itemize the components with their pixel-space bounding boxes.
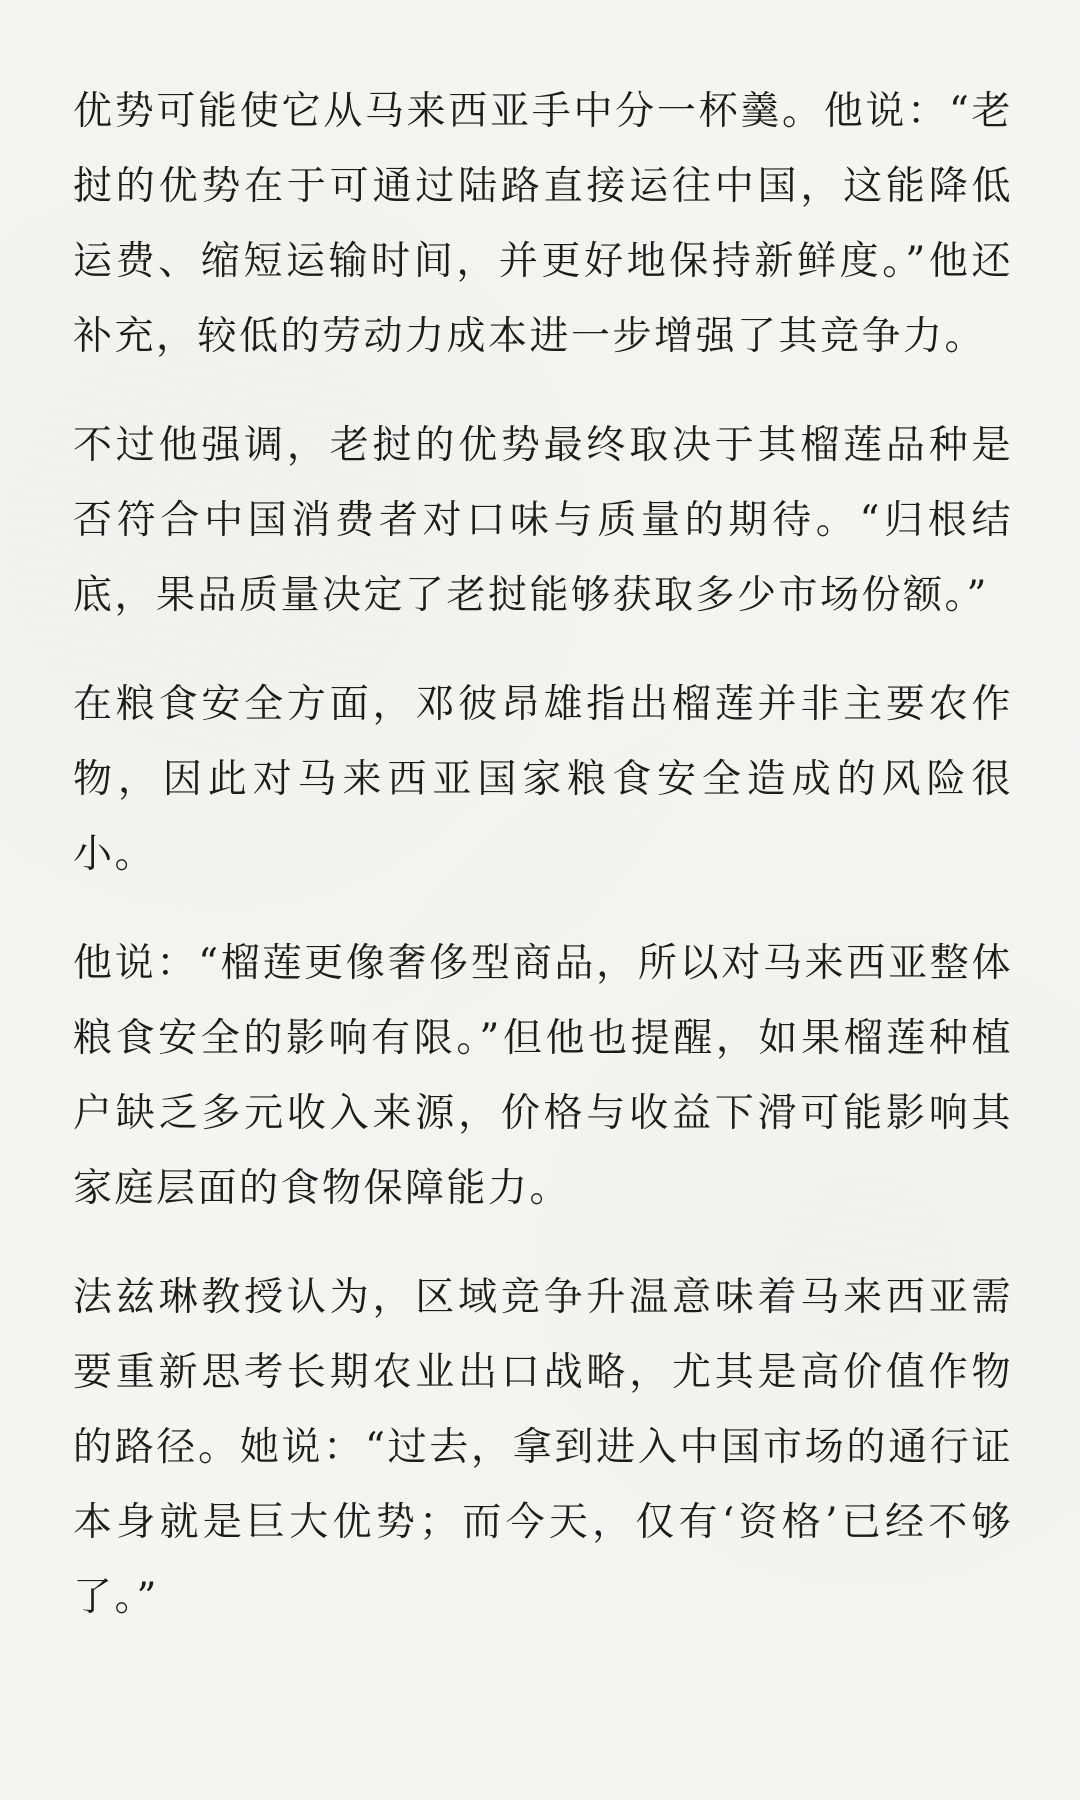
article-paragraph: 他说：“榴莲更像奢侈型商品，所以对马来西亚整体粮食安全的影响有限。”但他也提醒，如果榴莲种植户缺乏多元收入来源，价格与收益下滑可能影响其家庭层面的食物保障能力。 <box>73 941 1013 1211</box>
article-paragraph: 不过他强调，老挝的优势最终取决于其榴莲品种是否符合中国消费者对口味与质量的期待。“归根结底，果品质量决定了老挝能够获取多少市场份额。” <box>73 423 1013 618</box>
article-body <box>73 74 1013 1635</box>
article-paragraph: 法兹琳教授认为，区域竞争升温意味着马来西亚需要重新思考长期农业出口战略，尤其是高价值作物的路径。她说：“过去，拿到进入中国市场的通行证本身就是巨大优势；而今天，仅有‘资格’已经不够了。” <box>73 1275 1013 1620</box>
article-paragraph: 在粮食安全方面，邓彼昂雄指出榴莲并非主要农作物，因此对马来西亚国家粮食安全造成的风险很小。 <box>73 682 1013 877</box>
article-paragraph: 优势可能使它从马来西亚手中分一杯羹。他说：“老挝的优势在于可通过陆路直接运往中国，这能降低运费、缩短运输时间，并更好地保持新鲜度。”他还补充，较低的劳动力成本进一步增强了其竞争力。 <box>73 89 1013 359</box>
